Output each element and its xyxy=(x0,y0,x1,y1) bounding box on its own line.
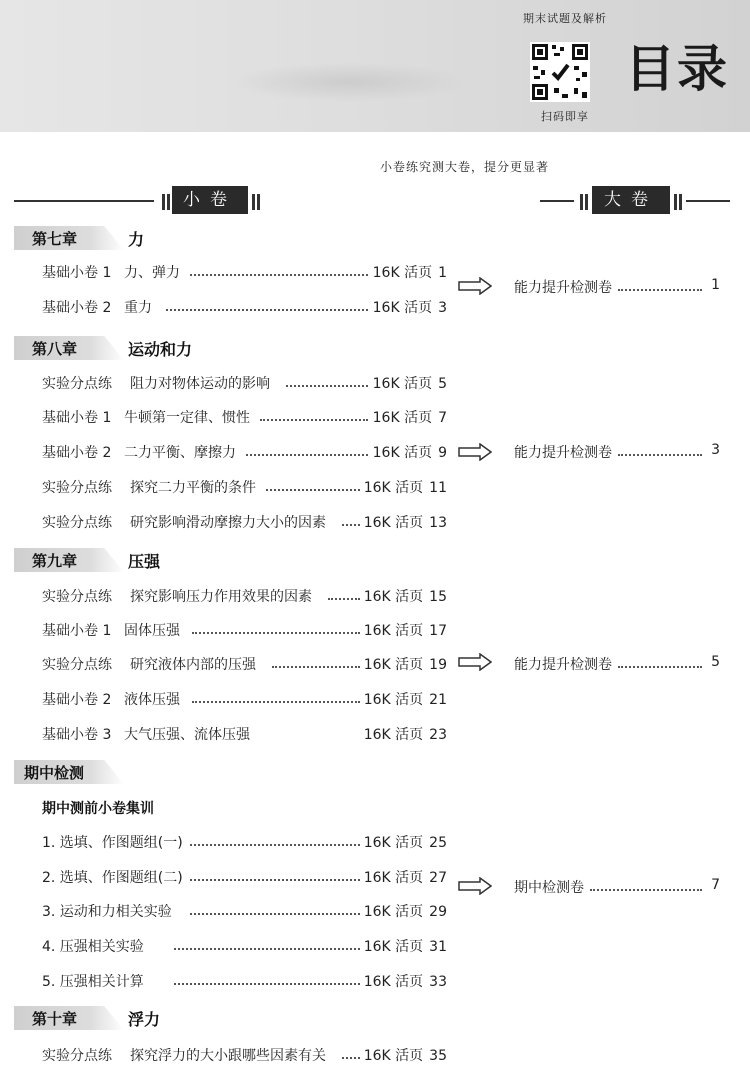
subsection-heading: 期中测前小卷集训 xyxy=(42,801,154,817)
entry-title: 探究影响压力作用效果的因素 xyxy=(130,589,312,605)
dot-leader xyxy=(260,419,368,421)
entry-prefix: 基础小卷 2 xyxy=(42,445,112,461)
entry-page-number: 5 xyxy=(438,376,447,392)
entry-prefix: 实验分点练 xyxy=(42,515,112,531)
slogan: 小卷练究测大卷，提分更显著 xyxy=(380,160,550,174)
entry-page xyxy=(364,971,447,991)
dot-leader xyxy=(192,632,360,634)
dot-leader xyxy=(618,666,702,668)
entry-page xyxy=(364,901,447,921)
entry-prefix: 基础小卷 3 xyxy=(42,727,112,743)
dot-leader xyxy=(328,598,360,600)
big-exam-page: 1 xyxy=(711,277,720,293)
entry-page-label: 16K 活页 xyxy=(372,265,433,281)
entry-page-label: 16K 活页 xyxy=(372,376,433,392)
big-exam-page: 7 xyxy=(711,877,720,893)
entry-prefix: 基础小卷 2 xyxy=(42,300,112,316)
qr-code[interactable] xyxy=(530,42,590,102)
chapter-number: 期中检测 xyxy=(24,764,85,782)
section-label-big: 大卷 xyxy=(592,186,670,214)
entry-page-number: 7 xyxy=(438,410,447,426)
big-exam-title: 能力提升检测卷 xyxy=(514,445,612,461)
toc-entry[interactable] xyxy=(42,689,447,709)
entry-page-number: 3 xyxy=(438,300,447,316)
toc-entry[interactable] xyxy=(42,971,447,991)
arrow-right-icon xyxy=(458,277,492,295)
dot-leader xyxy=(272,666,360,668)
toc-entry[interactable] xyxy=(42,407,447,427)
entry-prefix: 实验分点练 xyxy=(42,657,112,673)
entry-page-number: 27 xyxy=(429,870,447,886)
toc-entry[interactable] xyxy=(42,867,447,887)
entry-page-number: 1 xyxy=(438,265,447,281)
entry-page xyxy=(364,867,447,887)
big-exam-title: 能力提升检测卷 xyxy=(514,657,612,673)
qr-caption-bottom: 扫码即享 xyxy=(541,110,589,123)
entry-prefix: 基础小卷 1 xyxy=(42,623,112,639)
big-exam-title: 期中检测卷 xyxy=(514,880,584,896)
entry-title: 1. 选填、作图题组(一) xyxy=(42,835,183,851)
big-exam-page: 3 xyxy=(711,442,720,458)
big-exam-entry[interactable] xyxy=(514,654,720,674)
entry-title: 探究二力平衡的条件 xyxy=(130,480,256,496)
section-rule xyxy=(686,200,730,202)
entry-page-number: 25 xyxy=(429,835,447,851)
section-bar xyxy=(580,194,583,210)
entry-prefix: 基础小卷 1 xyxy=(42,410,112,426)
entry-title: 固体压强 xyxy=(124,623,180,639)
entry-page-number: 15 xyxy=(429,589,447,605)
toc-entry[interactable] xyxy=(42,936,447,956)
chapter-title: 力 xyxy=(128,230,145,249)
big-exam-entry[interactable] xyxy=(514,442,720,462)
toc-entry[interactable] xyxy=(42,442,447,462)
chapter-number: 第九章 xyxy=(32,552,78,570)
entry-page-number: 11 xyxy=(429,480,447,496)
entry-page-label: 16K 活页 xyxy=(372,445,433,461)
entry-page-label: 16K 活页 xyxy=(363,657,424,673)
entry-page-label: 16K 活页 xyxy=(363,480,424,496)
entry-page xyxy=(364,724,447,744)
arrow-right-icon xyxy=(458,653,492,671)
entry-title: 2. 选填、作图题组(二) xyxy=(42,870,183,886)
entry-page-label: 16K 活页 xyxy=(363,623,424,639)
dot-leader xyxy=(342,524,360,526)
chapter-number: 第七章 xyxy=(32,230,78,248)
entry-page-label: 16K 活页 xyxy=(363,1048,424,1064)
entry-page xyxy=(364,654,447,674)
entry-title: 研究液体内部的压强 xyxy=(130,657,256,673)
entry-page-label: 16K 活页 xyxy=(363,974,424,990)
toc-entry[interactable] xyxy=(42,373,447,393)
entry-prefix: 基础小卷 1 xyxy=(42,265,112,281)
chapter-number: 第十章 xyxy=(32,1010,78,1028)
dot-leader xyxy=(190,879,360,881)
dot-leader xyxy=(618,454,702,456)
entry-page-label: 16K 活页 xyxy=(363,692,424,708)
qr-code-icon xyxy=(530,42,590,102)
entry-prefix: 实验分点练 xyxy=(42,480,112,496)
big-exam-entry[interactable] xyxy=(514,877,720,897)
entry-prefix: 实验分点练 xyxy=(42,1048,112,1064)
toc-entry[interactable] xyxy=(42,262,447,282)
entry-title: 3. 运动和力相关实验 xyxy=(42,904,172,920)
dot-leader xyxy=(286,385,368,387)
toc-entry[interactable] xyxy=(42,512,447,532)
entry-title: 大气压强、流体压强 xyxy=(124,727,250,743)
entry-title: 4. 压强相关实验 xyxy=(42,939,144,955)
chapter-title: 压强 xyxy=(128,552,161,571)
toc-entry[interactable] xyxy=(42,477,447,497)
entry-title: 5. 压强相关计算 xyxy=(42,974,144,990)
section-label-small: 小卷 xyxy=(172,186,248,214)
big-exam-page: 5 xyxy=(711,654,720,670)
dot-leader xyxy=(618,289,702,291)
section-rule xyxy=(14,200,154,202)
dot-leader xyxy=(192,701,360,703)
toc-entry[interactable] xyxy=(42,297,447,317)
entry-page-number: 31 xyxy=(429,939,447,955)
header-background-texture xyxy=(230,62,470,102)
chapter-title: 浮力 xyxy=(128,1010,161,1029)
entry-page xyxy=(373,262,447,282)
big-exam-title: 能力提升检测卷 xyxy=(514,280,612,296)
entry-page xyxy=(373,442,447,462)
entry-page-number: 35 xyxy=(429,1048,447,1064)
entry-prefix: 实验分点练 xyxy=(42,376,112,392)
entry-title: 二力平衡、摩擦力 xyxy=(124,445,236,461)
section-bar xyxy=(257,194,260,210)
entry-page-number: 13 xyxy=(429,515,447,531)
dot-leader xyxy=(190,844,360,846)
entry-page xyxy=(364,832,447,852)
toc-entry[interactable] xyxy=(42,832,447,852)
toc-entry[interactable] xyxy=(42,1045,447,1065)
section-bar xyxy=(252,194,255,210)
entry-page-label: 16K 活页 xyxy=(363,939,424,955)
section-header-small xyxy=(14,186,314,216)
entry-page-label: 16K 活页 xyxy=(363,727,424,743)
entry-title: 探究浮力的大小跟哪些因素有关 xyxy=(130,1048,326,1064)
entry-page-label: 16K 活页 xyxy=(363,904,424,920)
entry-page xyxy=(364,620,447,640)
entry-page xyxy=(364,689,447,709)
arrow-right-icon xyxy=(458,443,492,461)
entry-page xyxy=(373,297,447,317)
toc-entry[interactable] xyxy=(42,724,447,744)
entry-page-number: 17 xyxy=(429,623,447,639)
entry-title: 重力 xyxy=(124,300,152,316)
entry-page-number: 23 xyxy=(429,727,447,743)
dot-leader xyxy=(590,889,702,891)
qr-caption-top: 期末试题及解析 xyxy=(523,12,607,25)
entry-page xyxy=(373,407,447,427)
page-title: 目录 xyxy=(625,40,729,98)
entry-page-label: 16K 活页 xyxy=(363,515,424,531)
dot-leader xyxy=(190,274,368,276)
dot-leader xyxy=(174,983,360,985)
entry-title: 液体压强 xyxy=(124,692,180,708)
entry-title: 力、弹力 xyxy=(124,265,180,281)
header-band xyxy=(0,0,750,132)
entry-title: 阻力对物体运动的影响 xyxy=(130,376,270,392)
dot-leader xyxy=(266,489,360,491)
entry-page-label: 16K 活页 xyxy=(363,835,424,851)
entry-page-label: 16K 活页 xyxy=(363,870,424,886)
entry-page xyxy=(364,477,447,497)
section-bar xyxy=(679,194,682,210)
dot-leader xyxy=(166,309,368,311)
chapter-title: 运动和力 xyxy=(128,340,193,359)
entry-page-label: 16K 活页 xyxy=(372,300,433,316)
entry-title: 研究影响滑动摩擦力大小的因素 xyxy=(130,515,326,531)
toc-entry[interactable] xyxy=(42,620,447,640)
entry-page-number: 9 xyxy=(438,445,447,461)
entry-page xyxy=(364,586,447,606)
entry-page xyxy=(373,373,447,393)
section-bar xyxy=(167,194,170,210)
dot-leader xyxy=(190,913,360,915)
entry-page-label: 16K 活页 xyxy=(363,589,424,605)
section-bar xyxy=(162,194,165,210)
section-header-big xyxy=(540,186,750,216)
toc-entry[interactable] xyxy=(42,586,447,606)
entry-page xyxy=(364,512,447,532)
dot-leader xyxy=(174,948,360,950)
entry-prefix: 实验分点练 xyxy=(42,589,112,605)
chapter-number: 第八章 xyxy=(32,340,78,358)
entry-page-number: 21 xyxy=(429,692,447,708)
entry-page-number: 33 xyxy=(429,974,447,990)
dot-leader xyxy=(342,1057,360,1059)
toc-entry[interactable] xyxy=(42,901,447,921)
toc-entry[interactable] xyxy=(42,654,447,674)
entry-page xyxy=(364,1045,447,1065)
arrow-right-icon xyxy=(458,877,492,895)
big-exam-entry[interactable] xyxy=(514,277,720,297)
section-bar xyxy=(674,194,677,210)
dot-leader xyxy=(246,454,368,456)
entry-prefix: 基础小卷 2 xyxy=(42,692,112,708)
entry-page-number: 19 xyxy=(429,657,447,673)
entry-page xyxy=(364,936,447,956)
entry-title: 牛顿第一定律、惯性 xyxy=(124,410,250,426)
section-bar xyxy=(585,194,588,210)
entry-page-label: 16K 活页 xyxy=(372,410,433,426)
entry-page-number: 29 xyxy=(429,904,447,920)
section-rule xyxy=(540,200,574,202)
